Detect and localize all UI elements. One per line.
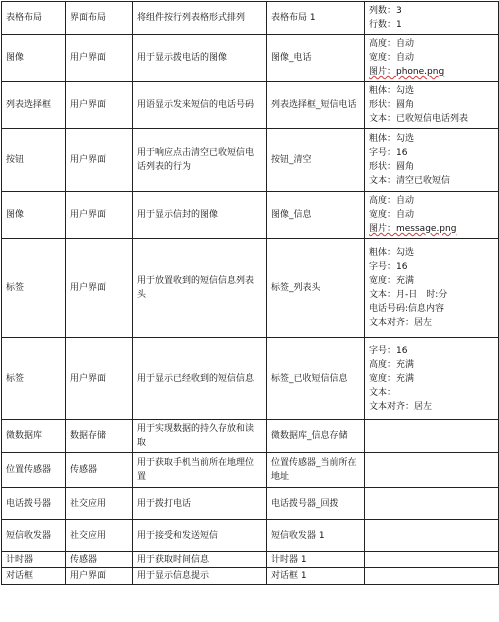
cell-name: 表格布局 1 — [267, 2, 365, 35]
cell-properties — [365, 129, 499, 192]
table-row — [2, 35, 499, 82]
property-line: 行数：1 — [369, 20, 402, 30]
property-line: 字号：16 — [369, 345, 408, 356]
property-line: 粗体：勾选 — [369, 248, 415, 258]
cell-component: 微数据库 — [2, 420, 66, 453]
cell-purpose: 用于显示拨电话的图像 — [133, 35, 267, 82]
property-line: 文本：已收短信电话列表 — [369, 114, 469, 124]
property-line: 宽度：充满 — [369, 373, 415, 384]
cell-name: 计时器 1 — [267, 552, 365, 568]
table-row — [2, 420, 499, 453]
property-line: 文本：清空已收短信 — [369, 176, 451, 186]
cell-properties — [365, 520, 499, 552]
cell-properties — [365, 453, 499, 488]
cell-category: 用户界面 — [66, 568, 133, 585]
property-line: 文本对齐：居左 — [369, 318, 433, 328]
cell-purpose: 用于显示信息提示 — [133, 568, 267, 585]
property-line: 宽度：自动 — [369, 53, 415, 63]
property-line: 宽度：自动 — [369, 210, 415, 220]
cell-purpose: 用于拨打电话 — [133, 488, 267, 520]
cell-properties — [365, 35, 499, 82]
cell-name: 图像_信息 — [267, 192, 365, 239]
cell-name: 标签_已收短信信息 — [267, 338, 365, 420]
table-row — [2, 552, 499, 568]
property-line: 宽度：充满 — [369, 276, 415, 286]
table-row — [2, 568, 499, 585]
cell-properties — [365, 420, 499, 453]
property-line: 高度：自动 — [369, 196, 415, 206]
cell-purpose: 用语显示发来短信的电话号码 — [133, 82, 267, 129]
cell-category: 社交应用 — [66, 520, 133, 552]
property-line: 字号：16 — [369, 262, 408, 272]
cell-category: 用户界面 — [66, 82, 133, 129]
cell-category: 传感器 — [66, 453, 133, 488]
cell-name: 电话拨号器_回拨 — [267, 488, 365, 520]
table-row-header — [2, 2, 499, 35]
cell-properties — [365, 2, 499, 35]
cell-component: 表格布局 — [2, 2, 66, 35]
property-line: 粗体：勾选 — [369, 86, 415, 96]
cell-purpose: 将组件按行列表格形式排列 — [133, 2, 267, 35]
cell-category: 界面布局 — [66, 2, 133, 35]
property-line: 列数：3 — [369, 6, 402, 16]
cell-component: 列表选择框 — [2, 82, 66, 129]
property-line: 字号：16 — [369, 148, 408, 158]
property-line: 粗体：勾选 — [369, 134, 415, 144]
cell-properties — [365, 192, 499, 239]
cell-category: 社交应用 — [66, 488, 133, 520]
cell-purpose: 用于获取时间信息 — [133, 552, 267, 568]
cell-category: 数据存储 — [66, 420, 133, 453]
property-line: 文本： — [369, 387, 397, 398]
cell-properties — [365, 239, 499, 338]
cell-properties — [365, 488, 499, 520]
cell-name: 对话框 1 — [267, 568, 365, 585]
table-row — [2, 520, 499, 552]
property-line: 文本对齐：居左 — [369, 401, 433, 412]
cell-properties — [365, 338, 499, 420]
property-line: 形状：圆角 — [369, 162, 415, 172]
cell-component: 图像 — [2, 35, 66, 82]
table-row — [2, 338, 499, 420]
cell-purpose: 用于响应点击清空已收短信电话列表的行为 — [133, 129, 267, 192]
cell-category: 用户界面 — [66, 35, 133, 82]
cell-component: 位置传感器 — [2, 453, 66, 488]
cell-name: 图像_电话 — [267, 35, 365, 82]
cell-component: 短信收发器 — [2, 520, 66, 552]
cell-purpose: 用于实现数据的持久存放和读取 — [133, 420, 267, 453]
cell-component: 电话拨号器 — [2, 488, 66, 520]
cell-purpose: 用于获取手机当前所在地理位置 — [133, 453, 267, 488]
property-line: 形状：圆角 — [369, 100, 415, 110]
cell-purpose: 用于接受和发送短信 — [133, 520, 267, 552]
property-line: 文本：月-日 时:分 — [369, 290, 448, 300]
property-line: 电话号码:信息内容 — [369, 304, 445, 314]
cell-category: 用户界面 — [66, 338, 133, 420]
cell-purpose: 用于显示已经收到的短信信息 — [133, 338, 267, 420]
cell-category: 用户界面 — [66, 192, 133, 239]
cell-properties — [365, 552, 499, 568]
cell-name: 微数据库_信息存储 — [267, 420, 365, 453]
cell-name: 短信收发器 1 — [267, 520, 365, 552]
component-spec-table — [1, 1, 499, 585]
cell-component: 对话框 — [2, 568, 66, 585]
cell-name: 位置传感器_当前所在地址 — [267, 453, 365, 488]
table-row — [2, 488, 499, 520]
cell-properties — [365, 82, 499, 129]
cell-component: 标签 — [2, 239, 66, 338]
cell-purpose: 用于显示信封的图像 — [133, 192, 267, 239]
cell-category: 传感器 — [66, 552, 133, 568]
table-row — [2, 192, 499, 239]
table-row — [2, 129, 499, 192]
cell-component: 按钮 — [2, 129, 66, 192]
cell-component: 标签 — [2, 338, 66, 420]
cell-component: 图像 — [2, 192, 66, 239]
cell-name: 按钮_清空 — [267, 129, 365, 192]
cell-category: 用户界面 — [66, 129, 133, 192]
property-line: 图片：phone.png — [369, 67, 445, 77]
cell-category: 用户界面 — [66, 239, 133, 338]
table-row — [2, 82, 499, 129]
table-row — [2, 453, 499, 488]
cell-name: 列表选择框_短信电话 — [267, 82, 365, 129]
property-line: 图片：message.png — [369, 224, 457, 234]
property-line: 高度：充满 — [369, 359, 415, 370]
cell-properties — [365, 568, 499, 585]
table-row — [2, 239, 499, 338]
property-line: 高度：自动 — [369, 39, 415, 49]
cell-name: 标签_列表头 — [267, 239, 365, 338]
cell-component: 计时器 — [2, 552, 66, 568]
cell-purpose: 用于放置收到的短信信息列表头 — [133, 239, 267, 338]
